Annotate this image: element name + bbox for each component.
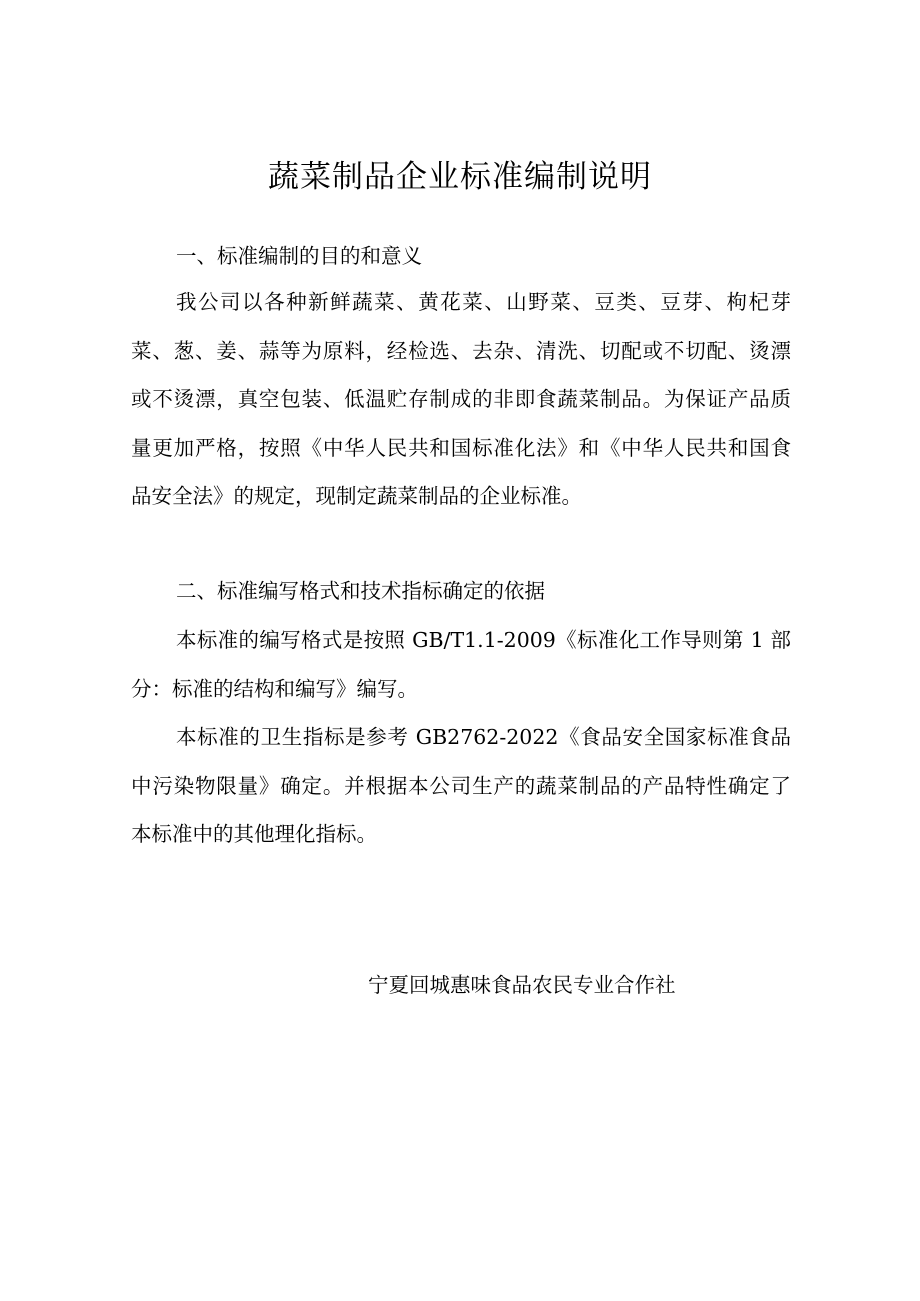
paragraph-line: 量更加严格，按照《中华人民共和国标准化法》和《中华人民共和国食 [131,436,791,460]
paragraph-line: 本标准中的其他理化指标。 [131,822,377,846]
section-1-heading: 一、标准编制的目的和意义 [176,244,422,268]
document-title: 蔬菜制品企业标准编制说明 [268,159,652,195]
paragraph-line: 本标准的卫生指标是参考 GB2762-2022《食品安全国家标准食品 [176,725,791,749]
paragraph-line: 我公司以各种新鲜蔬菜、黄花菜、山野菜、豆类、豆芽、枸杞芽 [176,290,791,314]
paragraph-line: 中污染物限量》确定。并根据本公司生产的蔬菜制品的产品特性确定了 [131,774,791,798]
paragraph-line: 本标准的编写格式是按照 GB/T1.1-2009《标准化工作导则第 1 部 [176,628,791,652]
paragraph-line: 菜、葱、姜、蒜等为原料，经检选、去杂、清洗、切配或不切配、烫漂 [131,339,791,363]
paragraph-line: 品安全法》的规定，现制定蔬菜制品的企业标准。 [131,484,582,508]
section-2-heading: 二、标准编写格式和技术指标确定的依据 [176,579,545,603]
signature-organization: 宁夏回城惠味食品农民专业合作社 [368,973,676,997]
paragraph-line: 或不烫漂，真空包装、低温贮存制成的非即食蔬菜制品。为保证产品质 [131,387,791,411]
paragraph-line: 分：标准的结构和编写》编写。 [131,677,418,701]
